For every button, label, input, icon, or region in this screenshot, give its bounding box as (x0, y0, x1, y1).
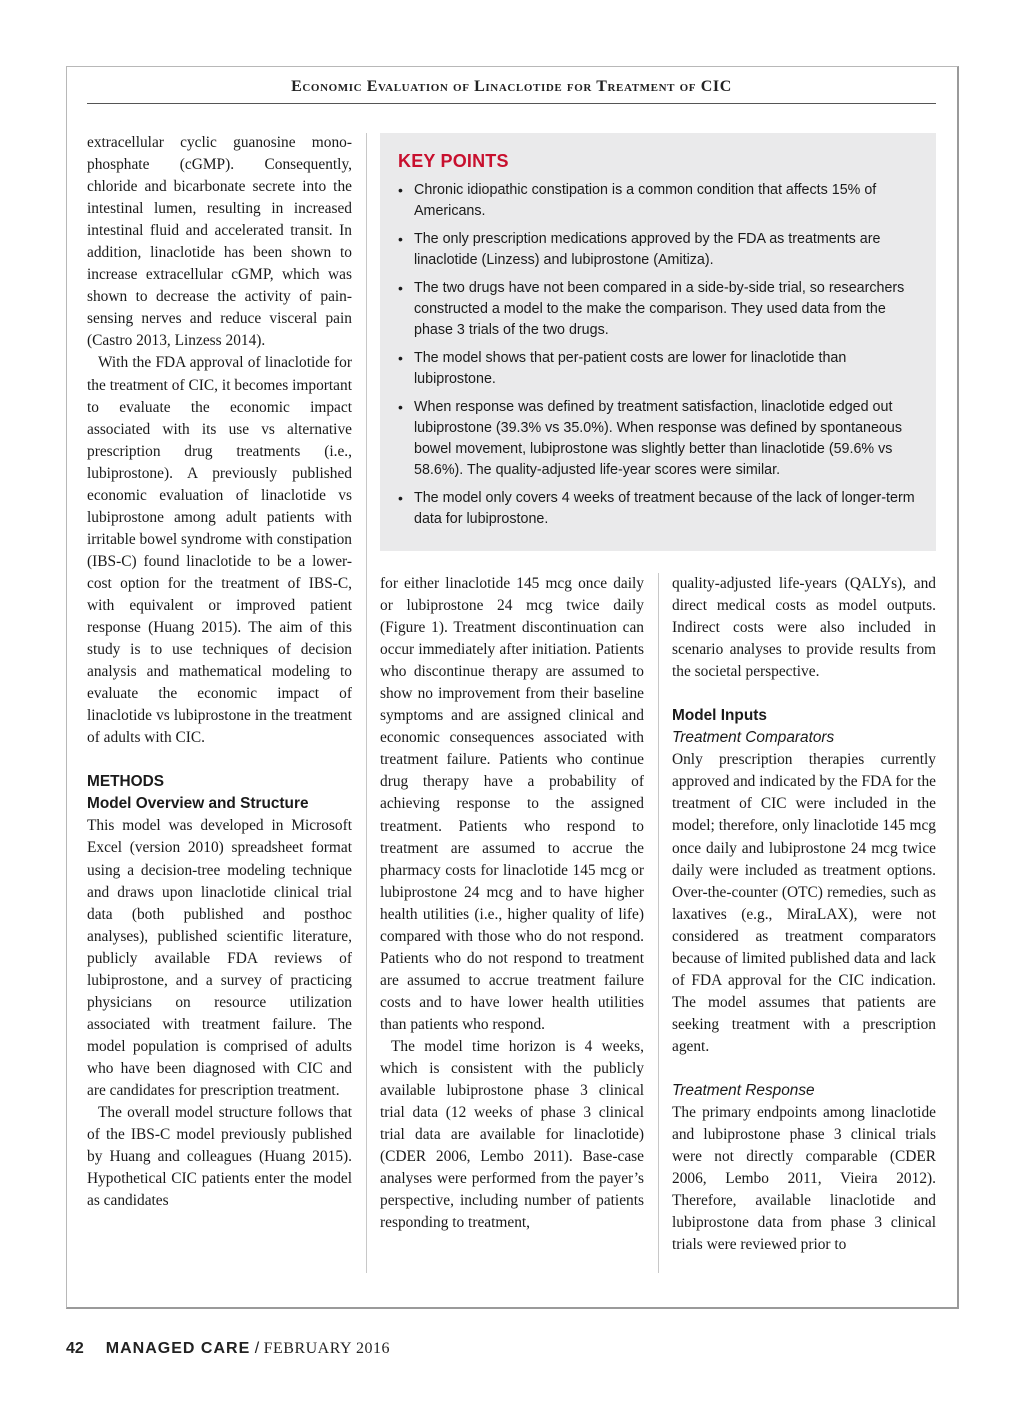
col3-paragraph-2: Only prescription therapies currently approved and indicated by the FDA for the treatment of CIC were included in the model; therefore, only linaclotide 145 mcg once daily and lubiprostone 24 mcg twice daily were included as treatment options. Over-the-counter (OTC) remedies, such as laxatives (e.g., MiraLAX), were not considered as treatment comparators because of limited published data and lack of FDA approval for the CIC indication. The model assumes that patients are seeking treatment with a prescription agent. (672, 751, 936, 1055)
treatment-response-heading: Treatment Response (672, 1081, 815, 1099)
running-head: Economic Evaluation of Linaclotide for Treatment of CIC (291, 78, 732, 95)
key-point-item: • The only prescription medications approved by the FDA as treatments are linaclotide (Linzess) and lubiprostone (Amitiza). (398, 229, 918, 271)
col1-paragraph-1: extracellular cyclic guanosine monophosphate (cGMP). Consequently, chloride and bicarbonate secrete into the intestinal lumen, resulting in increased intestinal fluid and accelerated transit. In addition, linaclotide has been shown to increase extracellular cGMP, which was shown to decrease the activity of pain-sensing nerves and reduce visceral pain (Castro 2013, Linzess 2014). (87, 134, 352, 350)
text-column-1 (87, 132, 352, 1212)
header-rule (87, 103, 936, 104)
key-point-item: • The model only covers 4 weeks of treatment because of the lack of longer-term data for lubiprostone. (398, 488, 918, 530)
footer-separator: / (254, 1340, 260, 1357)
section-spacer (87, 749, 352, 771)
col1-paragraph-4: The overall model structure follows that of the IBS-C model previously published by Huang and colleagues (Huang 2015). Hypothetical CIC patients enter the model as candidates (87, 1104, 352, 1210)
key-point-item: • When response was defined by treatment satisfaction, linaclotide edged out lubiprostone (39.3% vs 35.0%). When response was defined by spontaneous bowel movement, lubiprostone was slightly better than linaclotide (59.6% vs 58.6%). The quality-adjusted life-year scores were similar. (398, 397, 918, 481)
issue-date: FEBRUARY 2016 (263, 1340, 390, 1357)
col2-paragraph-2: The model time horizon is 4 weeks, which is consistent with the publicly available lubiprostone phase 3 clinical trial data (12 weeks of phase 3 clinical trial data are available for linaclotide) (CDER 2006, Lembo 2011). Base-case analyses were performed from the payer’s perspective, including number of patients responding to treatment, (380, 1037, 644, 1232)
col2-paragraph-1: for either linaclotide 145 mcg once daily or lubiprostone 24 mcg twice daily (Figure 1). Treatment discontinuation can occur immediately after initiation. Patients who discontinue therapy are assumed to show no improvement from their baseline symptoms and are assigned clinical and economic consequences associated with treatment failure. Patients who continue drug therapy have a probability of achieving response to the assigned treatment. Patients who respond to treatment are assumed to accrue the pharmacy costs for linaclotide 145 mcg or lubiprostone 24 mcg and to have higher health utilities (i.e., higher quality of life) compared with those who do not respond. Patients who do not respond to treatment are assumed to accrue treatment failure costs and to have lower health utilities than patients who respond. (380, 575, 644, 1033)
page-footer (66, 1340, 390, 1358)
key-point-item: • The two drugs have not been compared in a side-by-side trial, so researchers constructed a model to the make the comparison. They used data from the phase 3 trials of the two drugs. (398, 278, 918, 341)
col3-paragraph-3: The primary endpoints among linaclotide and lubiprostone phase 3 clinical trials were not directly comparable (CDER 2006, Lembo 2011, Vieira 2012). Therefore, available linaclotide and lubiprostone data from phase 3 clinical trials were reviewed prior to (672, 1104, 936, 1254)
key-point-item: • Chronic idiopathic constipation is a common condition that affects 15% of Americans. (398, 180, 918, 222)
column-divider-2 (658, 573, 659, 1273)
col1-paragraph-3: This model was developed in Microsoft Excel (version 2010) spreadsheet format using a decision-tree modeling technique and draws upon linaclotide clinical trial data (both published and posthoc analyses), published scientific literature, publicly available FDA reviews of lubiprostone, and a survey of practicing physicians on resource utilization associated with treatment failure. The model population is comprised of adults who have been diagnosed with CIC and are candidates for prescription treatment. (87, 817, 352, 1099)
model-inputs-heading: Model Inputs (672, 707, 767, 725)
page-number: 42 (66, 1340, 84, 1357)
journal-name: MANAGED CARE (105, 1340, 251, 1357)
section-spacer (672, 683, 936, 705)
col1-paragraph-2: With the FDA approval of linaclotide for the treatment of CIC, it becomes important to evaluate the economic impact associated with its use vs alternative prescription drug treatments (i.e., lubiprostone). A previously published economic evaluation of linaclotide vs lubiprostone among adult patients with irritable bowel syndrome with constipation (IBS-C) found linaclotide to be a lower-cost option for the treatment of IBS-C, with equivalent or improved patient response (Huang 2015). The aim of this study is to use techniques of decision analysis and mathematical modeling to evaluate the economic impact of linaclotide vs lubiprostone in the treatment of adults with CIC. (87, 354, 353, 747)
key-points-box (380, 133, 936, 551)
key-point-item: • The model shows that per-patient costs are lower for linaclotide than lubiprostone. (398, 348, 918, 390)
text-column-3 (672, 573, 936, 1256)
key-points-title: KEY POINTS (398, 151, 509, 171)
col3-paragraph-1: quality-adjusted life-years (QALYs), and direct medical costs as model outputs. Indirect costs were also included in scenario analyses to provide results from the societal perspective. (672, 575, 936, 681)
key-points-list (398, 180, 918, 530)
column-divider-1 (366, 133, 367, 1273)
methods-heading: METHODS (87, 773, 164, 791)
text-column-2 (380, 573, 644, 1234)
section-spacer (672, 1058, 936, 1080)
treatment-comparators-heading: Treatment Comparators (672, 729, 835, 747)
model-overview-heading: Model Overview and Structure (87, 795, 309, 813)
